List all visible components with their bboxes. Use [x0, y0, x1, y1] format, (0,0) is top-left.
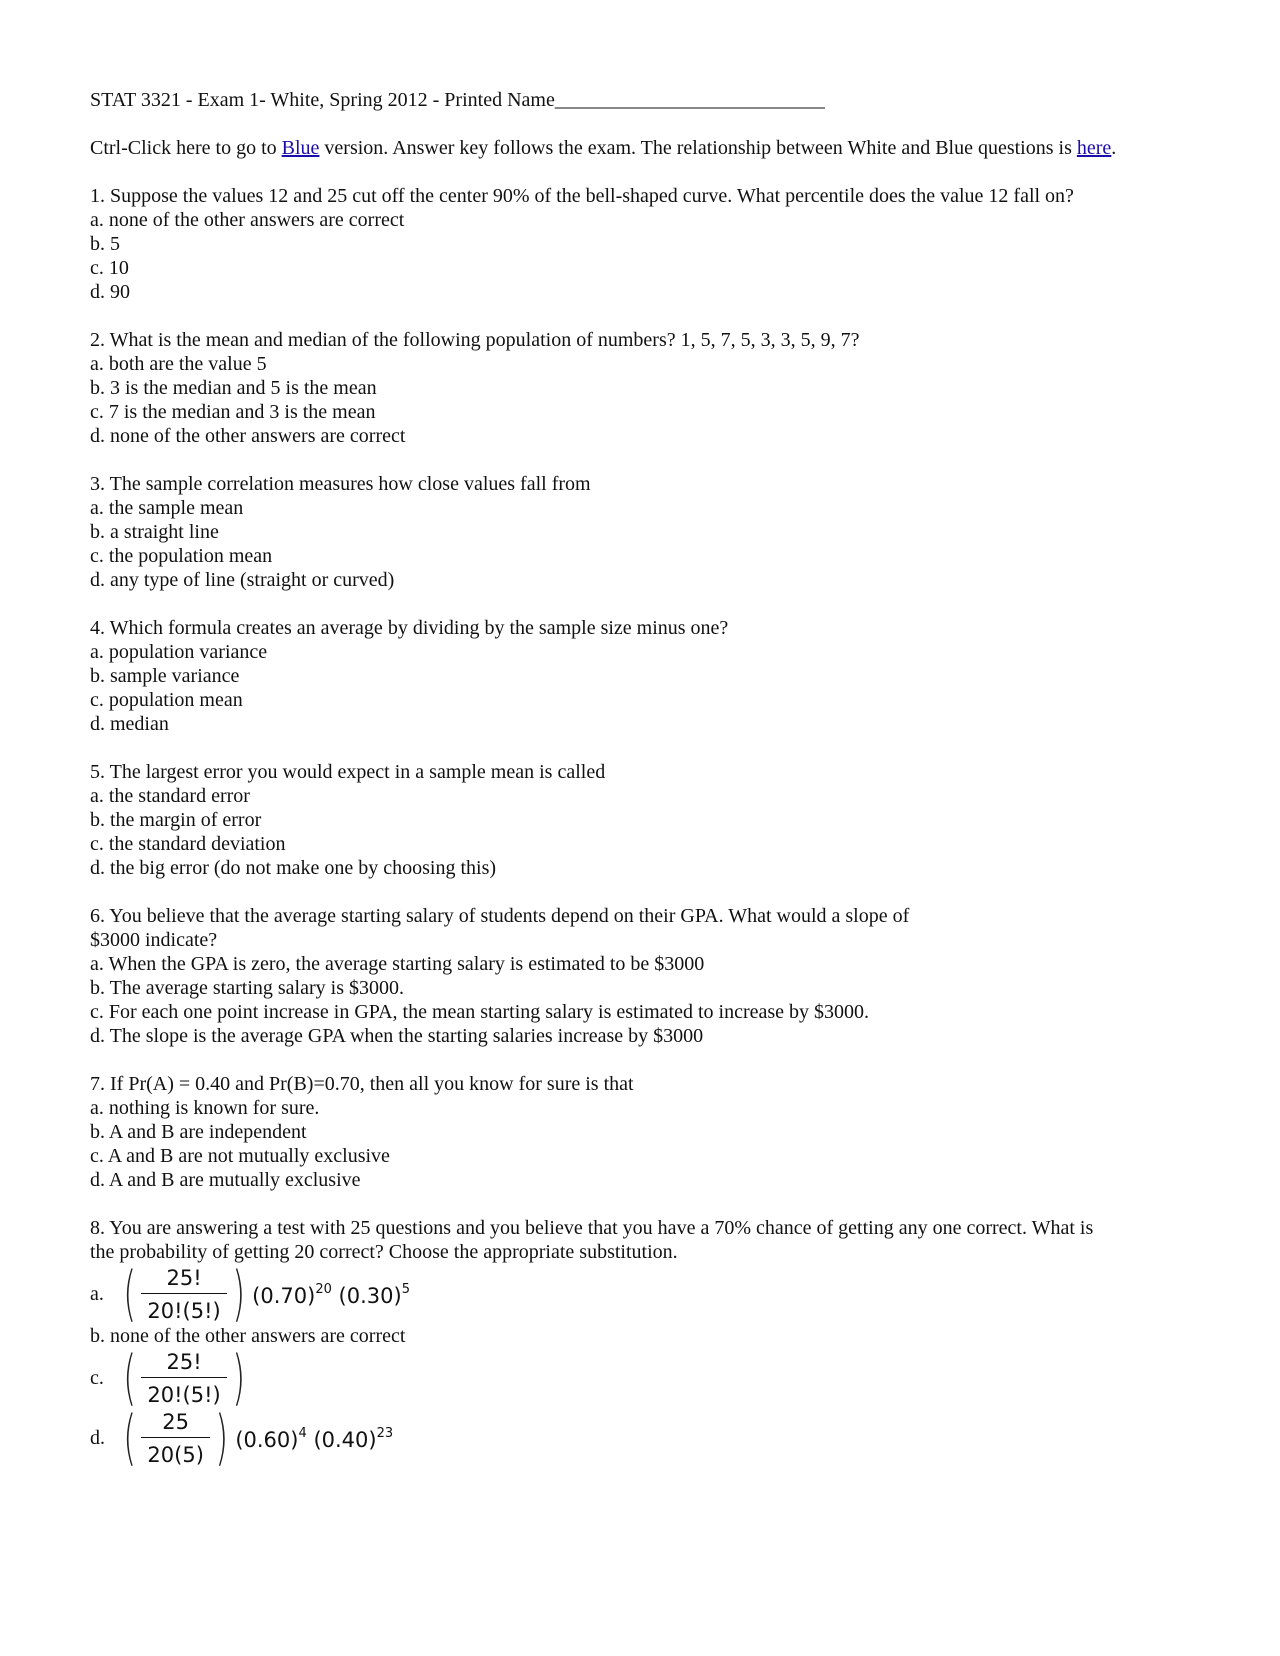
- option-a: a. nothing is known for sure.: [90, 1097, 320, 1119]
- question-text-line-1: 6. You believe that the average starting salary of students depend on their GPA. What would a slope of: [90, 905, 910, 927]
- option-c: c. 10: [90, 257, 129, 279]
- binomial-formula: [118, 1343, 250, 1413]
- question-5: [90, 760, 1200, 880]
- option-d: d. none of the other answers are correct: [90, 425, 406, 447]
- denominator: 20!(5!): [147, 1298, 221, 1323]
- question-6: [90, 904, 1200, 1048]
- option-b: b. A and B are independent: [90, 1121, 307, 1143]
- exponent-1: 4: [298, 1426, 307, 1441]
- left-paren: (: [123, 1259, 137, 1329]
- question-text: 2. What is the mean and median of the following population of numbers? 1, 5, 7, 5, 3, 3, 5, 9, 7?: [90, 329, 860, 351]
- relationship-here-link[interactable]: here: [1076, 137, 1112, 159]
- option-b: b. none of the other answers are correct: [90, 1325, 406, 1347]
- base-2: (0.40): [313, 1428, 377, 1452]
- base-2: (0.30): [338, 1284, 402, 1308]
- option-c: c. population mean: [90, 689, 243, 711]
- question-7: [90, 1072, 1200, 1192]
- option-b: b. sample variance: [90, 665, 240, 687]
- exponent-1: 20: [315, 1282, 332, 1297]
- option-b: b. the margin of error: [90, 809, 262, 831]
- left-paren: (: [123, 1343, 137, 1413]
- option-a: a. When the GPA is zero, the average starting salary is estimated to be $3000: [90, 953, 705, 975]
- option-c: [90, 1343, 1200, 1413]
- right-paren: ): [232, 1259, 245, 1329]
- option-a: [90, 1259, 1200, 1329]
- question-text: 5. The largest error you would expect in a sample mean is called: [90, 761, 606, 783]
- option-b: b. The average starting salary is $3000.: [90, 977, 404, 999]
- exam-header: [90, 88, 1200, 112]
- option-d: d. the big error (do not make one by choosing this): [90, 857, 497, 879]
- exponent-2: 23: [376, 1426, 394, 1441]
- intro-line: [90, 136, 1200, 160]
- question-text-line-2: $3000 indicate?: [90, 929, 218, 951]
- intro-suffix: .: [1111, 137, 1117, 159]
- numerator: 25!: [166, 1349, 202, 1374]
- fraction: [137, 1349, 230, 1408]
- right-paren: ): [215, 1403, 229, 1473]
- option-label: d.: [90, 1427, 105, 1449]
- denominator: 20(5): [147, 1442, 204, 1467]
- right-paren: ): [232, 1343, 245, 1413]
- option-c: c. the population mean: [90, 545, 273, 567]
- option-label: c.: [90, 1367, 104, 1389]
- option-b: b. 5: [90, 233, 120, 255]
- option-a: a. none of the other answers are correct: [90, 209, 405, 231]
- base-1: (0.70): [252, 1284, 316, 1308]
- blue-version-link[interactable]: Blue: [281, 137, 320, 159]
- option-a: a. population variance: [90, 641, 268, 663]
- numerator: 25: [162, 1409, 190, 1434]
- question-text: 3. The sample correlation measures how close values fall from: [90, 473, 591, 495]
- numerator: 25!: [166, 1265, 202, 1290]
- option-d: d. 90: [90, 281, 130, 303]
- option-a: a. both are the value 5: [90, 353, 267, 375]
- intro-prefix: Ctrl-Click here to go to: [90, 137, 282, 159]
- question-3: [90, 472, 1200, 592]
- question-text: 4. Which formula creates an average by dividing by the sample size minus one?: [90, 617, 729, 639]
- question-2: [90, 328, 1200, 448]
- printed-name-blank: ___________________________: [554, 89, 825, 111]
- option-d: d. A and B are mutually exclusive: [90, 1169, 361, 1191]
- question-text-line-1: 8. You are answering a test with 25 questions and you believe that you have a 70% chance of getting any one correct. What is: [90, 1217, 1094, 1239]
- intro-middle: version. Answer key follows the exam. The relationship between White and Blue questions is: [319, 137, 1077, 159]
- fraction: [137, 1409, 213, 1468]
- left-paren: (: [123, 1403, 137, 1473]
- exam-title: STAT 3321 - Exam 1- White, Spring 2012 - Printed Name: [90, 89, 555, 111]
- question-8: [90, 1216, 1200, 1473]
- option-d: [90, 1403, 1200, 1473]
- option-b: b. a straight line: [90, 521, 219, 543]
- power-terms: [235, 1424, 393, 1452]
- question-text: 1. Suppose the values 12 and 25 cut off the center 90% of the bell-shaped curve. What percentile does the value 12 fall on?: [90, 185, 1074, 207]
- option-a: a. the standard error: [90, 785, 250, 807]
- base-1: (0.60): [235, 1428, 299, 1452]
- question-text-line-2: the probability of getting 20 correct? Choose the appropriate substitution.: [90, 1241, 678, 1263]
- option-c: c. A and B are not mutually exclusive: [90, 1145, 390, 1167]
- option-c: c. For each one point increase in GPA, the mean starting salary is estimated to increase by $3000.: [90, 1001, 870, 1023]
- question-1: [90, 184, 1200, 304]
- option-a: a. the sample mean: [90, 497, 244, 519]
- exam-content: [90, 88, 1200, 1473]
- option-b: b. 3 is the median and 5 is the mean: [90, 377, 377, 399]
- denominator: 20!(5!): [147, 1382, 221, 1407]
- option-d: d. median: [90, 713, 169, 735]
- question-4: [90, 616, 1200, 736]
- power-terms: [252, 1280, 410, 1308]
- option-d: d. any type of line (straight or curved): [90, 569, 395, 591]
- binomial-formula: [118, 1259, 410, 1329]
- option-d: d. The slope is the average GPA when the starting salaries increase by $3000: [90, 1025, 704, 1047]
- exponent-2: 5: [401, 1282, 410, 1297]
- option-c: c. 7 is the median and 3 is the mean: [90, 401, 376, 423]
- option-label: a.: [90, 1283, 104, 1305]
- option-c: c. the standard deviation: [90, 833, 286, 855]
- question-text: 7. If Pr(A) = 0.40 and Pr(B)=0.70, then all you know for sure is that: [90, 1073, 634, 1095]
- fraction: [137, 1265, 230, 1324]
- binomial-formula: [118, 1403, 394, 1473]
